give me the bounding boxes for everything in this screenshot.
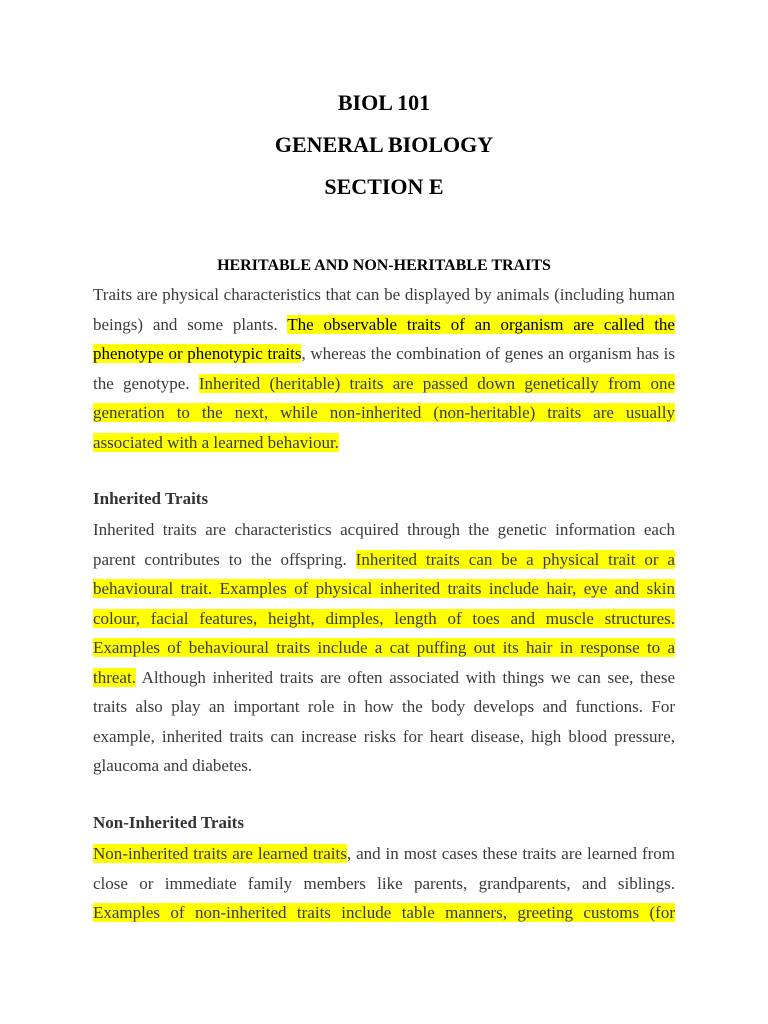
course-name: GENERAL BIOLOGY — [274, 132, 494, 157]
intro-highlight-2: Inherited (heritable) traits are passed down genetically from one generation to the next, while non-inherited (non-heritable) traits are usually associated with a learned behaviour. — [93, 373, 675, 452]
course-code: BIOL 101 — [337, 90, 431, 115]
intro-paragraph — [93, 280, 675, 457]
non-inherited-highlight-1: Non-inherited traits are learned traits — [93, 844, 347, 863]
inherited-paragraph — [93, 515, 675, 781]
non-inherited-paragraph — [93, 839, 675, 928]
inherited-text-1: Inherited traits are characteristics acquired through the genetic information each parent contributes to the offspring. — [93, 520, 675, 569]
main-heading: HERITABLE AND NON-HERITABLE TRAITS — [217, 257, 551, 274]
non-inherited-heading: Non-Inherited Traits — [93, 813, 244, 832]
section-label: SECTION E — [324, 174, 444, 199]
inherited-heading: Inherited Traits — [93, 489, 209, 508]
intro-highlight-1: The observable traits of an organism are called the phenotype or phenotypic traits — [93, 314, 675, 363]
inherited-text-2: Although inherited traits are often associated with things we can see, these traits also play an important role in how the body develops and functions. For example, inherited traits can increase risks for heart disease, high blood pressure, glaucoma and diabetes. — [93, 667, 675, 775]
inherited-highlight-1: Inherited traits can be a physical trait or a behavioural trait. Examples of physical inherited traits include hair, eye and skin colour, facial features, height, dimples, length of toes and muscle structures. Examples of behavioural traits include a cat puffing out its hair in response to a threat. — [93, 549, 675, 687]
non-inherited-text-1: , and in most cases these traits are learned from close or immediate family members like parents, grandparents, and siblings. — [93, 844, 675, 893]
intro-text-1: Traits are physical characteristics that can be displayed by animals (including human beings) and some plants. — [93, 285, 675, 334]
intro-text-2: , whereas the combination of genes an organism has is the genotype. — [93, 344, 675, 393]
non-inherited-highlight-2: Examples of non-inherited traits include table manners, greeting customs (for — [93, 903, 675, 922]
